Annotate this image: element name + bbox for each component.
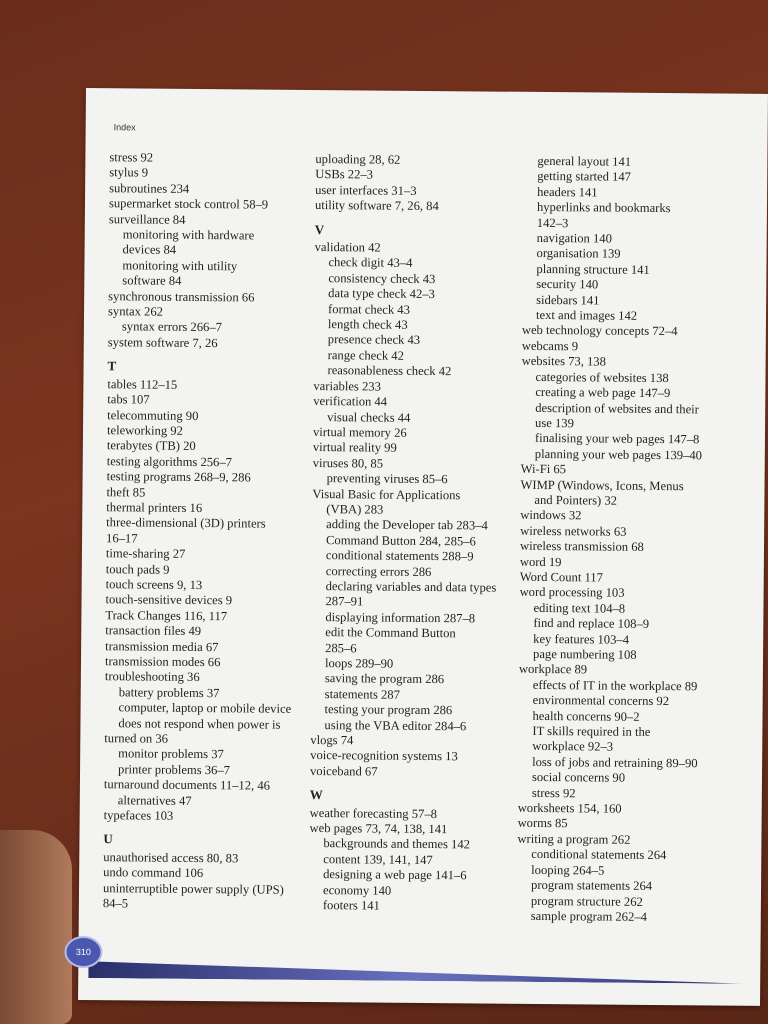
index-entry: synchronous transmission 66 [108, 288, 255, 305]
index-entry: unauthorised access 80, 83 [103, 850, 239, 866]
index-entry: touch pads 9 [105, 561, 170, 577]
index-entry: subroutines 234 [109, 181, 190, 196]
index-entry: system software 7, 26 [107, 335, 218, 351]
index-subentry: program structure 262 [530, 893, 643, 909]
index-entry: vlogs 74 [310, 733, 354, 748]
index-subentry: stress 92 [531, 785, 576, 800]
index-subentry: does not respond when power is [118, 715, 281, 732]
index-entry: typefaces 103 [103, 808, 174, 823]
index-entry: troubleshooting 36 [104, 669, 200, 685]
index-subentry: organisation 139 [536, 246, 621, 262]
index-entry: utility software 7, 26, 84 [314, 198, 439, 214]
index-subentry: sidebars 141 [536, 292, 600, 308]
index-letter-heading: W [309, 787, 323, 803]
index-entry: wireless networks 63 [520, 523, 627, 539]
index-entry: writing a program 262 [517, 831, 631, 847]
hand [0, 830, 72, 1024]
index-subentry: saving the program 286 [324, 671, 445, 687]
index-subentry: health concerns 90–2 [532, 708, 640, 724]
index-subentry: loops 289–90 [324, 656, 394, 671]
index-entry: webcams 9 [521, 338, 579, 354]
index-subentry: printer problems 36–7 [117, 762, 231, 778]
index-entry: weather forecasting 57–8 [309, 805, 438, 821]
index-entry: USBs 22–3 [315, 167, 374, 182]
index-subentry: backgrounds and themes 142 [323, 836, 471, 852]
index-subentry: format check 43 [328, 301, 410, 317]
index-subentry: displaying information 287–8 [325, 609, 476, 626]
index-subentry: security 140 [536, 277, 599, 292]
index-entry: turnaround documents 11–12, 46 [103, 777, 271, 793]
index-entry: uninterruptible power supply (UPS) [102, 880, 284, 897]
index-subentry: devices 84 [122, 242, 177, 258]
index-entry: touch screens 9, 13 [105, 577, 203, 593]
page-number: 310 [64, 936, 102, 968]
index-entry: undo command 106 [103, 865, 204, 881]
index-entry: testing programs 268–9, 286 [106, 469, 251, 485]
index-subentry: software 84 [122, 273, 182, 289]
index-entry: uploading 28, 62 [315, 152, 401, 167]
index-subentry: loss of jobs and retraining 89–90 [532, 754, 698, 771]
index-entry: thermal printers 16 [106, 500, 203, 515]
index-subentry: alternatives 47 [117, 792, 192, 808]
index-subentry: reasonableness check 42 [327, 363, 452, 379]
index-subentry: battery problems 37 [118, 685, 220, 700]
index-subentry: looping 264–5 [531, 862, 605, 878]
index-subentry: correcting errors 286 [325, 563, 432, 579]
index-entry: Word Count 117 [519, 569, 603, 585]
index-subentry: visual checks 44 [327, 409, 411, 425]
index-column-3 [517, 154, 724, 926]
index-entry: websites 73, 138 [521, 354, 607, 369]
index-subentry: monitor problems 37 [118, 746, 224, 762]
index-entry: surveillance 84 [108, 211, 186, 227]
index-subentry: finalising your web pages 147–8 [534, 431, 700, 447]
index-subentry: program statements 264 [531, 878, 653, 894]
index-subentry: economy 140 [322, 882, 392, 898]
index-subentry: text and images 142 [535, 307, 638, 323]
index-subentry: planning structure 141 [536, 261, 650, 277]
index-subentry: declaring variables and data types [325, 579, 497, 595]
index-entry: voiceband 67 [309, 763, 378, 779]
index-subentry: edit the Command Button [325, 625, 456, 641]
index-subentry: social concerns 90 [531, 770, 626, 785]
book-page [75, 88, 768, 1006]
index-letter-heading: U [103, 831, 113, 847]
index-subentry: data type check 42–3 [328, 286, 435, 302]
index-subentry: footers 141 [322, 898, 380, 913]
index-entry: validation 42 [314, 240, 381, 255]
index-letter-heading: T [107, 358, 117, 374]
index-entry: theft 85 [106, 484, 146, 500]
index-entry: virtual reality 99 [312, 440, 397, 456]
index-subentry: monitoring with utility [122, 258, 238, 274]
index-entry: WIMP (Windows, Icons, Menus [520, 477, 684, 493]
index-entry: transmission media 67 [105, 638, 219, 654]
index-entry: windows 32 [520, 508, 582, 523]
index-subentry: sample program 262–4 [530, 908, 647, 924]
index-subentry: editing text 104–8 [533, 600, 626, 616]
index-entry: telecommuting 90 [107, 407, 199, 423]
index-subentry: getting started 147 [537, 169, 632, 185]
index-subentry: length check 43 [327, 317, 408, 332]
index-subentry: presence check 43 [327, 332, 421, 348]
index-subentry: conditional statements 264 [531, 847, 667, 863]
index-column-2 [309, 152, 522, 915]
index-entry: supermarket stock control 58–9 [108, 196, 269, 212]
index-subentry: conditional statements 288–9 [325, 548, 474, 564]
index-subentry: 16–17 [106, 530, 138, 546]
index-entry: web technology concepts 72–4 [521, 323, 678, 339]
index-entry: word 19 [519, 554, 562, 569]
index-entry: transmission modes 66 [104, 654, 221, 670]
index-subentry: 84–5 [102, 896, 129, 911]
index-subentry: 285–6 [325, 640, 357, 655]
index-subentry: general layout 141 [537, 153, 632, 169]
index-subentry: (VBA) 283 [326, 502, 384, 517]
index-subentry: navigation 140 [536, 230, 612, 246]
index-subentry: turned on 36 [104, 731, 169, 746]
index-entry: Visual Basic for Applications [312, 486, 461, 502]
index-subentry: 142–3 [536, 215, 569, 230]
index-entry: Wi-Fi 65 [520, 461, 567, 477]
page-header: Index [113, 122, 136, 133]
index-entry: teleworking 92 [106, 423, 183, 438]
index-subentry: planning your web pages 139–40 [534, 446, 703, 463]
index-subentry: environmental concerns 92 [532, 693, 670, 709]
index-subentry: creating a web page 147–9 [535, 385, 671, 401]
index-entry: terabytes (TB) 20 [106, 438, 196, 454]
index-entry: testing algorithms 256–7 [106, 453, 233, 470]
index-entry: worms 85 [517, 816, 568, 831]
index-subentry: categories of websites 138 [535, 369, 669, 385]
index-letter-heading: V [314, 221, 325, 237]
index-entry: word processing 103 [519, 585, 625, 601]
index-subentry: syntax errors 266–7 [121, 319, 223, 335]
index-entry: stylus 9 [109, 165, 149, 180]
index-entry: three-dimensional (3D) printers [106, 515, 266, 531]
index-subentry: adding the Developer tab 283–4 [326, 517, 488, 533]
index-entry: workplace 89 [518, 662, 588, 677]
index-entry: time-sharing 27 [105, 546, 186, 562]
index-subentry: designing a web page 141–6 [323, 867, 467, 883]
index-subentry: check digit 43–4 [328, 255, 413, 271]
index-entry: viruses 80, 85 [312, 455, 384, 471]
index-subentry: IT skills required in the [532, 723, 651, 739]
index-subentry: use 139 [535, 415, 574, 431]
index-subentry: preventing viruses 85–6 [326, 471, 448, 487]
index-subentry: statements 287 [324, 686, 400, 702]
index-entry: worksheets 154, 160 [517, 800, 622, 816]
index-entry: tabs 107 [107, 392, 150, 407]
index-subentry: 287–91 [325, 594, 364, 609]
index-entry: user interfaces 31–3 [315, 182, 417, 198]
index-subentry: description of websites and their [535, 400, 699, 416]
index-entry: web pages 73, 74, 138, 141 [309, 821, 448, 837]
index-subentry: find and replace 108–9 [533, 616, 650, 632]
index-subentry: headers 141 [537, 184, 598, 200]
index-entry: virtual memory 26 [312, 424, 407, 440]
index-entry: transaction files 49 [105, 623, 202, 639]
index-entry: variables 233 [313, 378, 381, 394]
index-entry: touch-sensitive devices 9 [105, 592, 233, 608]
index-subentry: and Pointers) 32 [534, 492, 618, 508]
index-column-1 [103, 150, 310, 913]
index-subentry: effects of IT in the workplace 89 [532, 677, 698, 694]
index-subentry: Command Button 284, 285–6 [326, 532, 476, 549]
index-subentry: key features 103–4 [533, 631, 630, 647]
index-entry: Track Changes 116, 117 [105, 607, 228, 624]
index-subentry: consistency check 43 [328, 270, 436, 286]
index-entry: voice-recognition systems 13 [310, 748, 458, 764]
index-subentry: workplace 92–3 [532, 739, 614, 755]
index-subentry: range check 42 [327, 347, 404, 363]
index-subentry: content 139, 141, 147 [323, 851, 433, 867]
index-subentry: computer, laptop or mobile device [118, 700, 292, 717]
index-entry: wireless transmission 68 [519, 538, 644, 555]
index-entry: syntax 262 [107, 304, 164, 319]
index-entry: stress 92 [109, 150, 154, 165]
index-entry: tables 112–15 [107, 376, 178, 392]
footer-swoosh [88, 950, 748, 984]
index-subentry: page numbering 108 [533, 646, 637, 662]
index-subentry: monitoring with hardware [122, 227, 255, 243]
index-subentry: testing your program 286 [324, 702, 453, 718]
index-entry: verification 44 [313, 394, 388, 409]
index-subentry: using the VBA editor 284–6 [324, 717, 467, 733]
index-subentry: hyperlinks and bookmarks [536, 200, 671, 216]
